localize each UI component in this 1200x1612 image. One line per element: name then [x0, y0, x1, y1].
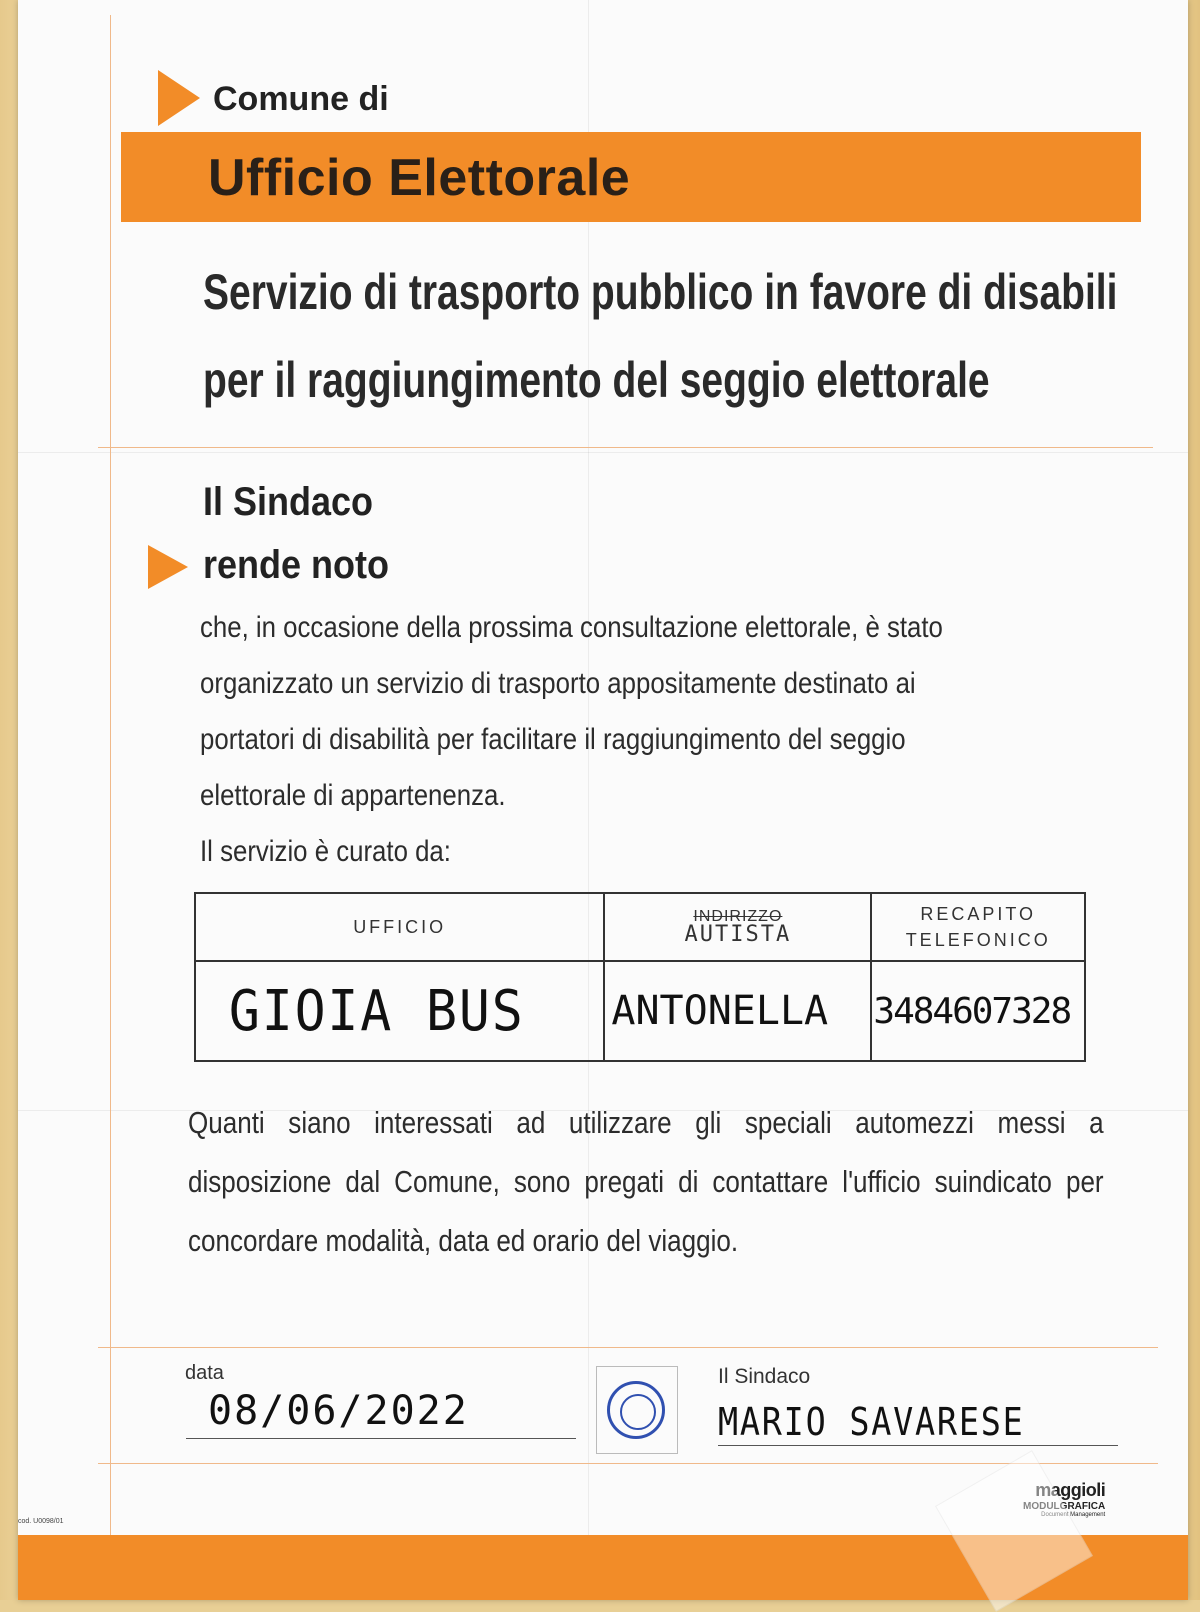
header-indirizzo-struck: INDIRIZZO [693, 907, 783, 925]
margin-line [110, 15, 111, 1535]
header-recapito-line: RECAPITO [920, 904, 1037, 924]
header-autista [604, 893, 871, 961]
cell-autista: ANTONELLA [604, 961, 871, 1061]
arrow-icon [158, 70, 200, 126]
date-label: data [185, 1362, 224, 1384]
brand-tag: Document Management [1041, 1512, 1106, 1518]
brand-name: maggioli [1035, 1480, 1106, 1500]
brand-sub: MODULGRAFICA [1023, 1501, 1106, 1512]
signature-name: MARIO SAVARESE [718, 1400, 1025, 1444]
footer-divider [98, 1347, 1158, 1348]
fold-line [18, 452, 1188, 453]
announcement-line: elettorale di appartenenza. [200, 779, 506, 812]
header-ufficio: UFFICIO [195, 893, 604, 961]
rende-noto-heading: rende noto [203, 543, 390, 587]
announcement-line: portatori di disabilità per facilitare il raggiungimento del seggio [200, 723, 906, 756]
comune-label: Comune di [213, 80, 389, 118]
table-row [195, 961, 1085, 1061]
date-underline [186, 1438, 576, 1439]
main-title [203, 248, 1118, 424]
header-recapito [871, 893, 1085, 961]
main-title-line: per il raggiungimento del seggio elettorale [203, 352, 990, 408]
announcement-text [200, 600, 1094, 880]
form-code: cod. U0098/01 [18, 1518, 64, 1525]
main-title-line: Servizio di trasporto pubblico in favore di disabili [203, 264, 1118, 320]
announcement-line: organizzato un servizio di trasporto appositamente destinato ai [200, 667, 916, 700]
divider [98, 447, 1153, 448]
closing-paragraph: Quanti siano interessati ad utilizzare gli speciali automezzi messi a disposizione dal Comune, sono pregati di contattare l'ufficio suindicato per concordare modalità, data ed orario del viaggio. [188, 1105, 1104, 1258]
signature-label: Il Sindaco [718, 1365, 811, 1388]
office-title: Ufficio Elettorale [208, 149, 631, 207]
signature-underline [718, 1445, 1118, 1446]
service-table [194, 892, 1086, 1062]
arrow-icon [148, 545, 188, 589]
stamp-box [596, 1366, 678, 1454]
header-recapito-line: TELEFONICO [905, 930, 1051, 950]
announcement-line: Il servizio è curato da: [200, 835, 451, 868]
poster [18, 0, 1188, 1600]
cell-telefono: 3484607328 [871, 961, 1085, 1061]
header-autista-handwritten: AUTISTA [684, 921, 792, 947]
date-value: 08/06/2022 [208, 1388, 469, 1434]
table-header-row [195, 893, 1085, 961]
footer-divider [98, 1463, 1158, 1464]
announcement-line: che, in occasione della prossima consultazione elettorale, è stato [200, 611, 943, 644]
official-stamp-icon [607, 1381, 665, 1439]
cell-ufficio: GIOIA BUS [211, 961, 588, 1061]
sindaco-heading: Il Sindaco [203, 480, 374, 524]
